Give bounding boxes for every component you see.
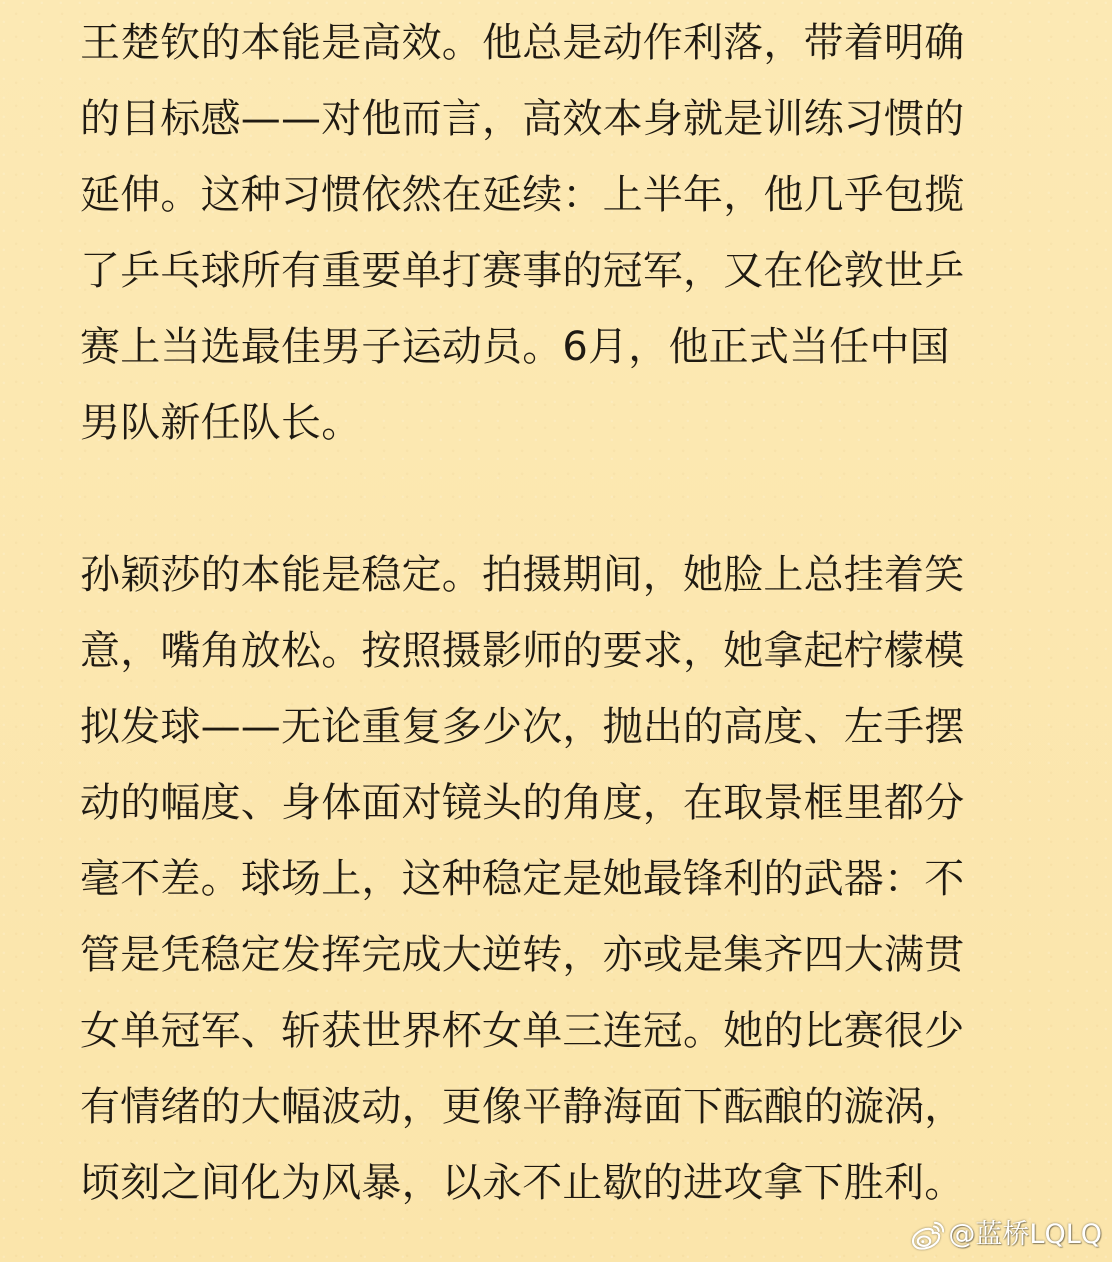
paragraph-line: 毫不差。球场上，这种稳定是她最锋利的武器：不 <box>80 856 965 902</box>
paragraph-line: 延伸。这种习惯依然在延续：上半年，他几乎包揽 <box>80 172 965 218</box>
paragraph-line: 有情绪的大幅波动，更像平静海面下酝酿的漩涡， <box>80 1084 965 1130</box>
paragraph-line: 动的幅度、身体面对镜头的角度，在取景框里都分 <box>80 780 965 826</box>
paragraph-line: 拟发球——无论重复多少次，抛出的高度、左手摆 <box>80 704 965 750</box>
paragraph-line: 王楚钦的本能是高效。他总是动作利落，带着明确 <box>80 20 965 66</box>
paragraph-sun-yingsha <box>80 537 1055 1221</box>
paragraph-line: 的目标感——对他而言，高效本身就是训练习惯的 <box>80 96 965 142</box>
paragraph-line: 孙颖莎的本能是稳定。拍摄期间，她脸上总挂着笑 <box>80 552 965 598</box>
paragraph-line: 男队新任队长。 <box>80 400 362 446</box>
paragraph-line: 赛上当选最佳男子运动员。6月，他正式当任中国 <box>80 324 950 370</box>
paragraph-line: 了乒乓球所有重要单打赛事的冠军，又在伦敦世乒 <box>80 248 965 294</box>
paragraph-line: 顷刻之间化为风暴，以永不止歇的进攻拿下胜利。 <box>80 1160 965 1206</box>
paragraph-wang-chuqin <box>80 5 1055 461</box>
paragraph-line: 管是凭稳定发挥完成大逆转，亦或是集齐四大满贯 <box>80 932 965 978</box>
weibo-watermark <box>906 1215 1102 1255</box>
paragraph-line: 女单冠军、斩获世界杯女单三连冠。她的比赛很少 <box>80 1008 965 1054</box>
watermark-username: @蓝桥LQLQ <box>948 1219 1102 1250</box>
weibo-icon <box>906 1220 944 1251</box>
paragraph-line: 意，嘴角放松。按照摄影师的要求，她拿起柠檬模 <box>80 628 965 674</box>
